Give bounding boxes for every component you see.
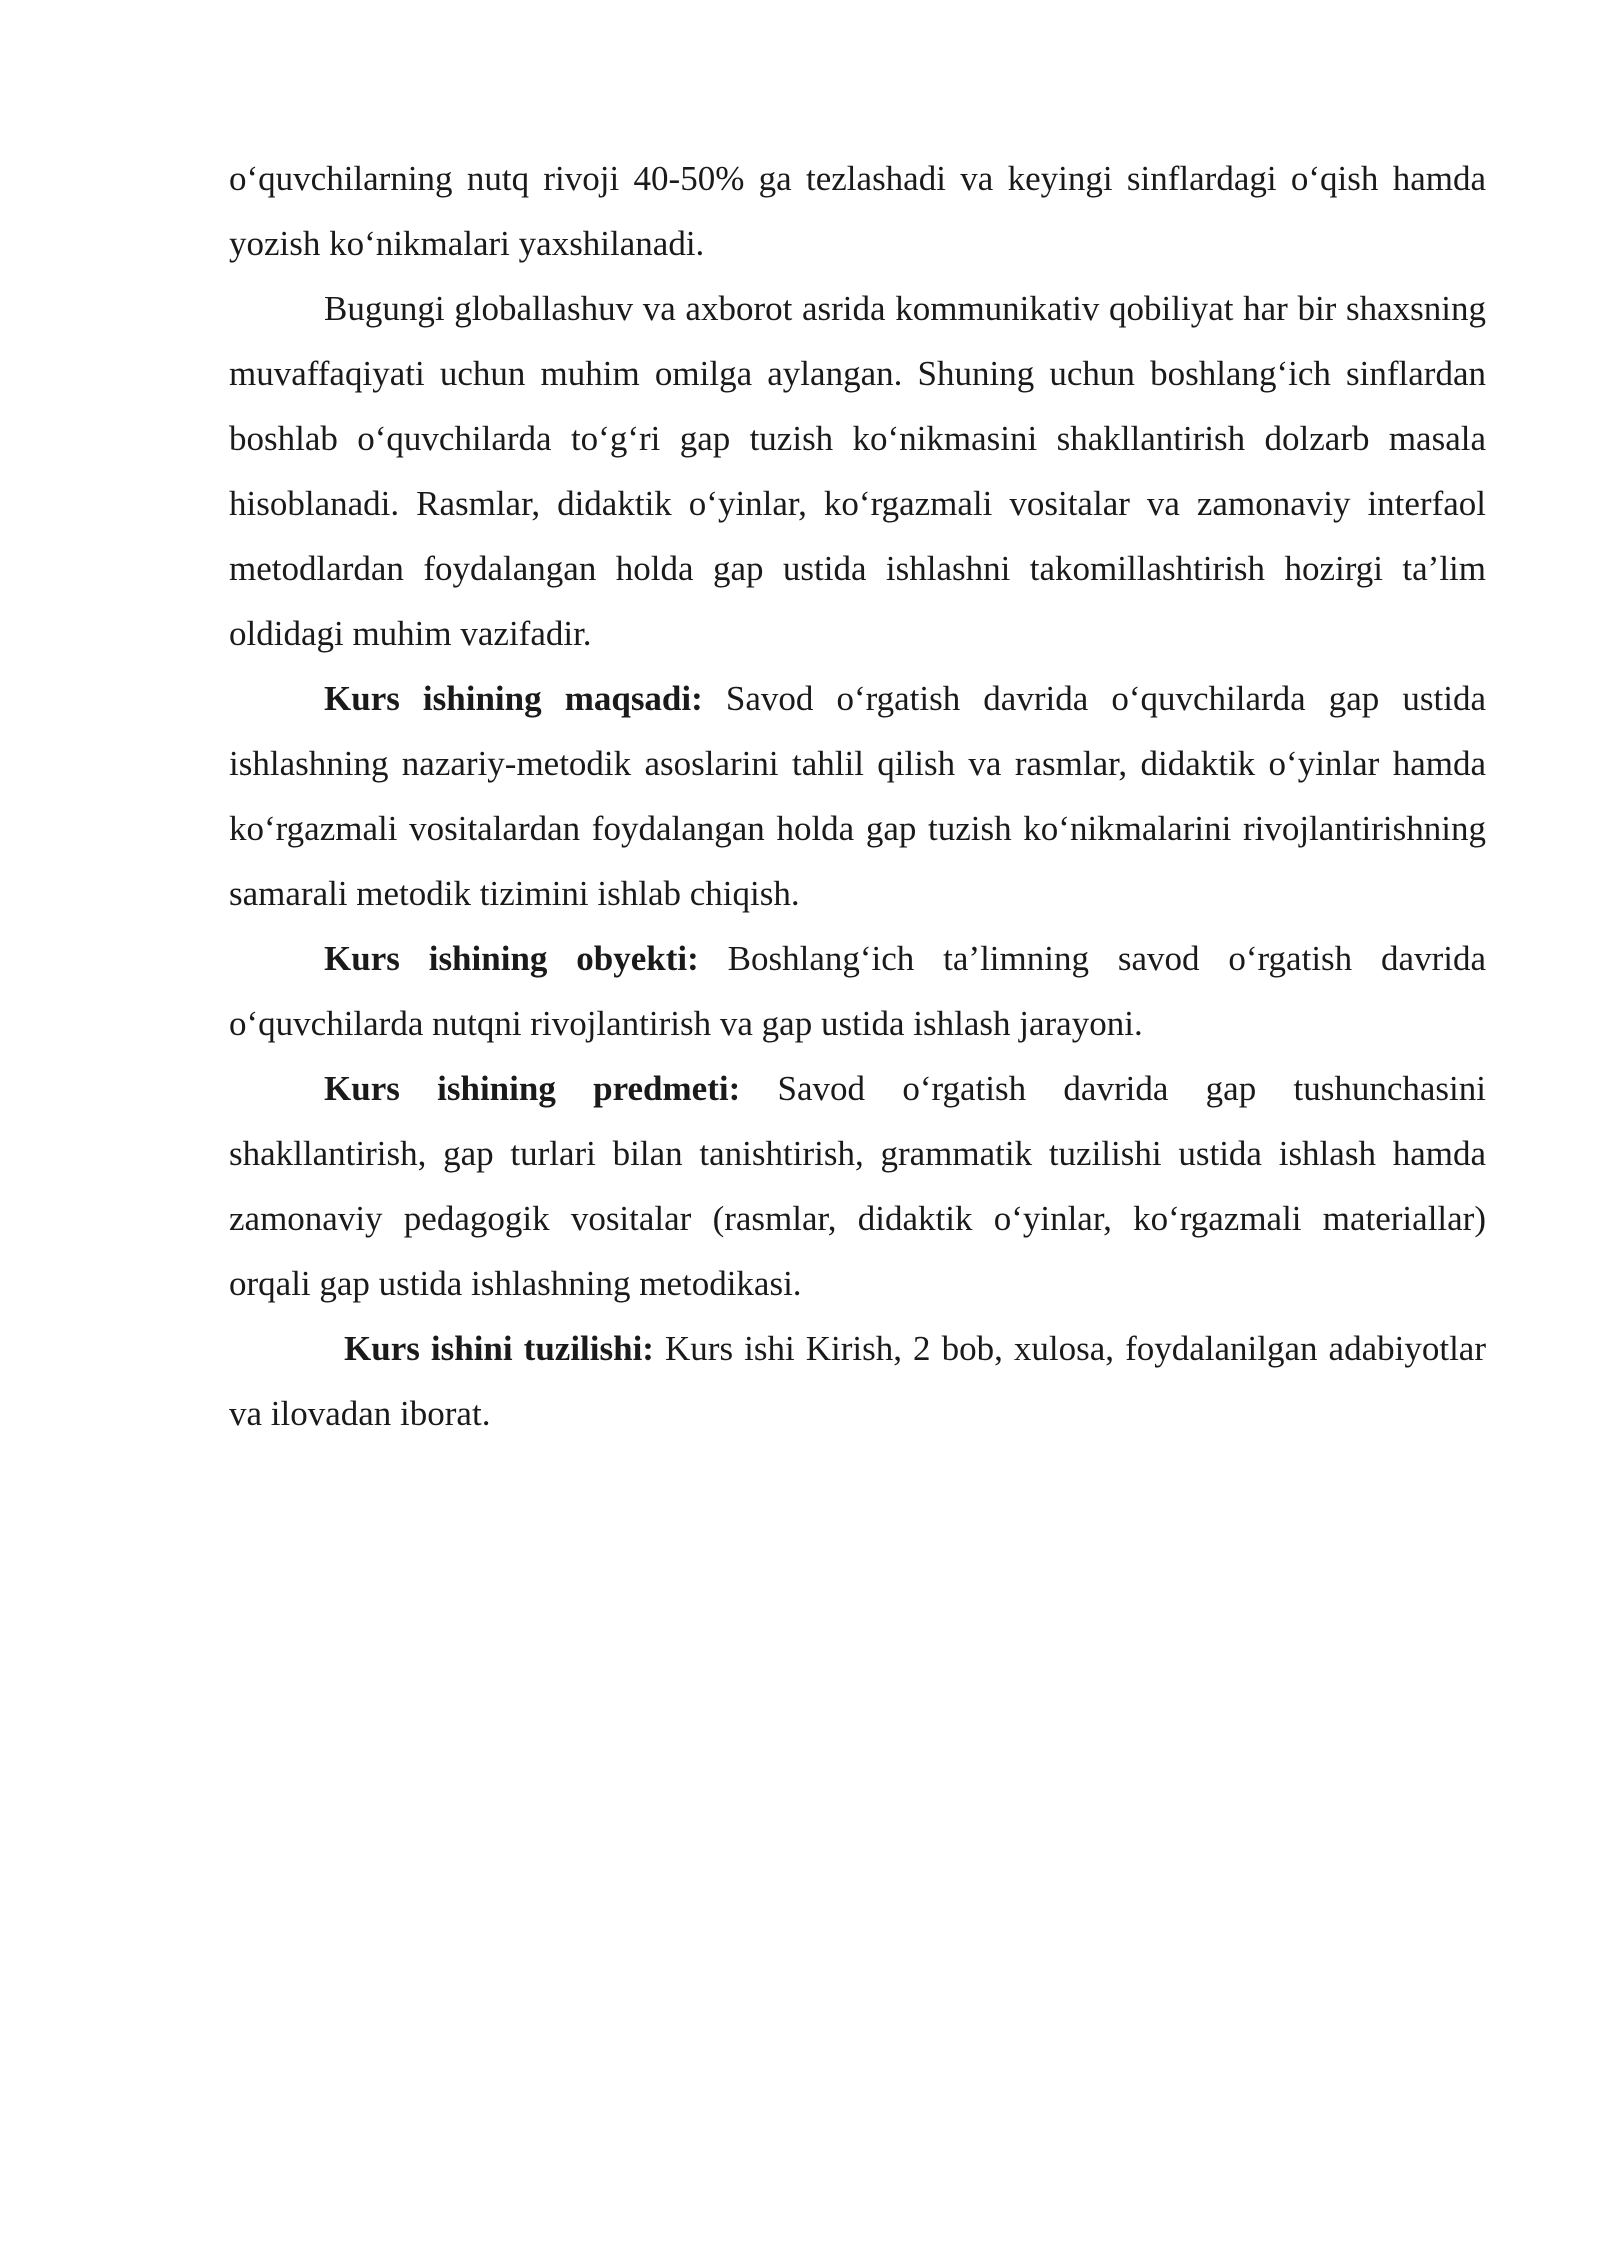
paragraph-heading: Kurs ishining obyekti: — [324, 939, 699, 978]
paragraph-text: Bugungi globallashuv va axborot asrida kommunikativ qobiliyat har bir shaxsning muvaffaqiyati uchun muhim omilga aylangan. Shuning uchun boshlang‘ich sinflardan boshlab o‘quvchilarda to‘g‘ri gap tuzish ko‘nikmasini shakllantirish dolzarb masala hisoblanadi. Rasmlar, didaktik o‘yinlar, ko‘rgazmali vositalar va zamonaviy interfaol metodlardan foydalangan holda gap ustida ishlashni takomillashtirish hozirgi ta’lim oldidagi muhim vazifadir. — [229, 289, 1486, 653]
document-page — [229, 146, 1486, 1446]
paragraph-text: Savod o‘rgatish davrida gap tushunchasini shakllantirish, gap turlari bilan tanishtirish, grammatik tuzilishi ustida ishlash hamda zamonaviy pedagogik vositalar (rasmlar, didaktik o‘yinlar, ko‘rgazmali materiallar) orqali gap ustida ishlashning metodikasi. — [229, 1069, 1486, 1303]
paragraph-text: Boshlang‘ich ta’limning savod o‘rgatish davrida o‘quvchilarda nutqni rivojlantirish va gap ustida ishlash jarayoni. — [229, 939, 1486, 1043]
paragraph-text: o‘quvchilarning nutq rivoji 40-50% ga tezlashadi va keyingi sinflardagi o‘qish hamda yozish ko‘nikmalari yaxshilanadi. — [229, 159, 1486, 263]
paragraph-text: Kurs ishi Kirish, 2 bob, xulosa, foydalanilgan adabiyotlar va ilovadan iborat. — [229, 1329, 1486, 1433]
paragraph-heading: Kurs ishini tuzilishi: — [344, 1329, 654, 1368]
paragraph-text: Savod o‘rgatish davrida o‘quvchilarda gap ustida ishlashning nazariy-metodik asoslarini tahlil qilish va rasmlar, didaktik o‘yinlar hamda ko‘rgazmali vositalardan foydalangan holda gap tuzish ko‘nikmalarini rivojlantirishning samarali metodik tizimini ishlab chiqish. — [229, 679, 1486, 913]
paragraph-object — [229, 926, 1486, 1056]
paragraph-heading: Kurs ishining maqsadi: — [324, 679, 703, 718]
paragraph-relevance — [229, 276, 1486, 666]
paragraph-structure — [229, 1316, 1486, 1446]
paragraph-subject — [229, 1056, 1486, 1316]
paragraph-continuation — [229, 146, 1486, 276]
paragraph-heading: Kurs ishining predmeti: — [324, 1069, 741, 1108]
paragraph-goal — [229, 666, 1486, 926]
